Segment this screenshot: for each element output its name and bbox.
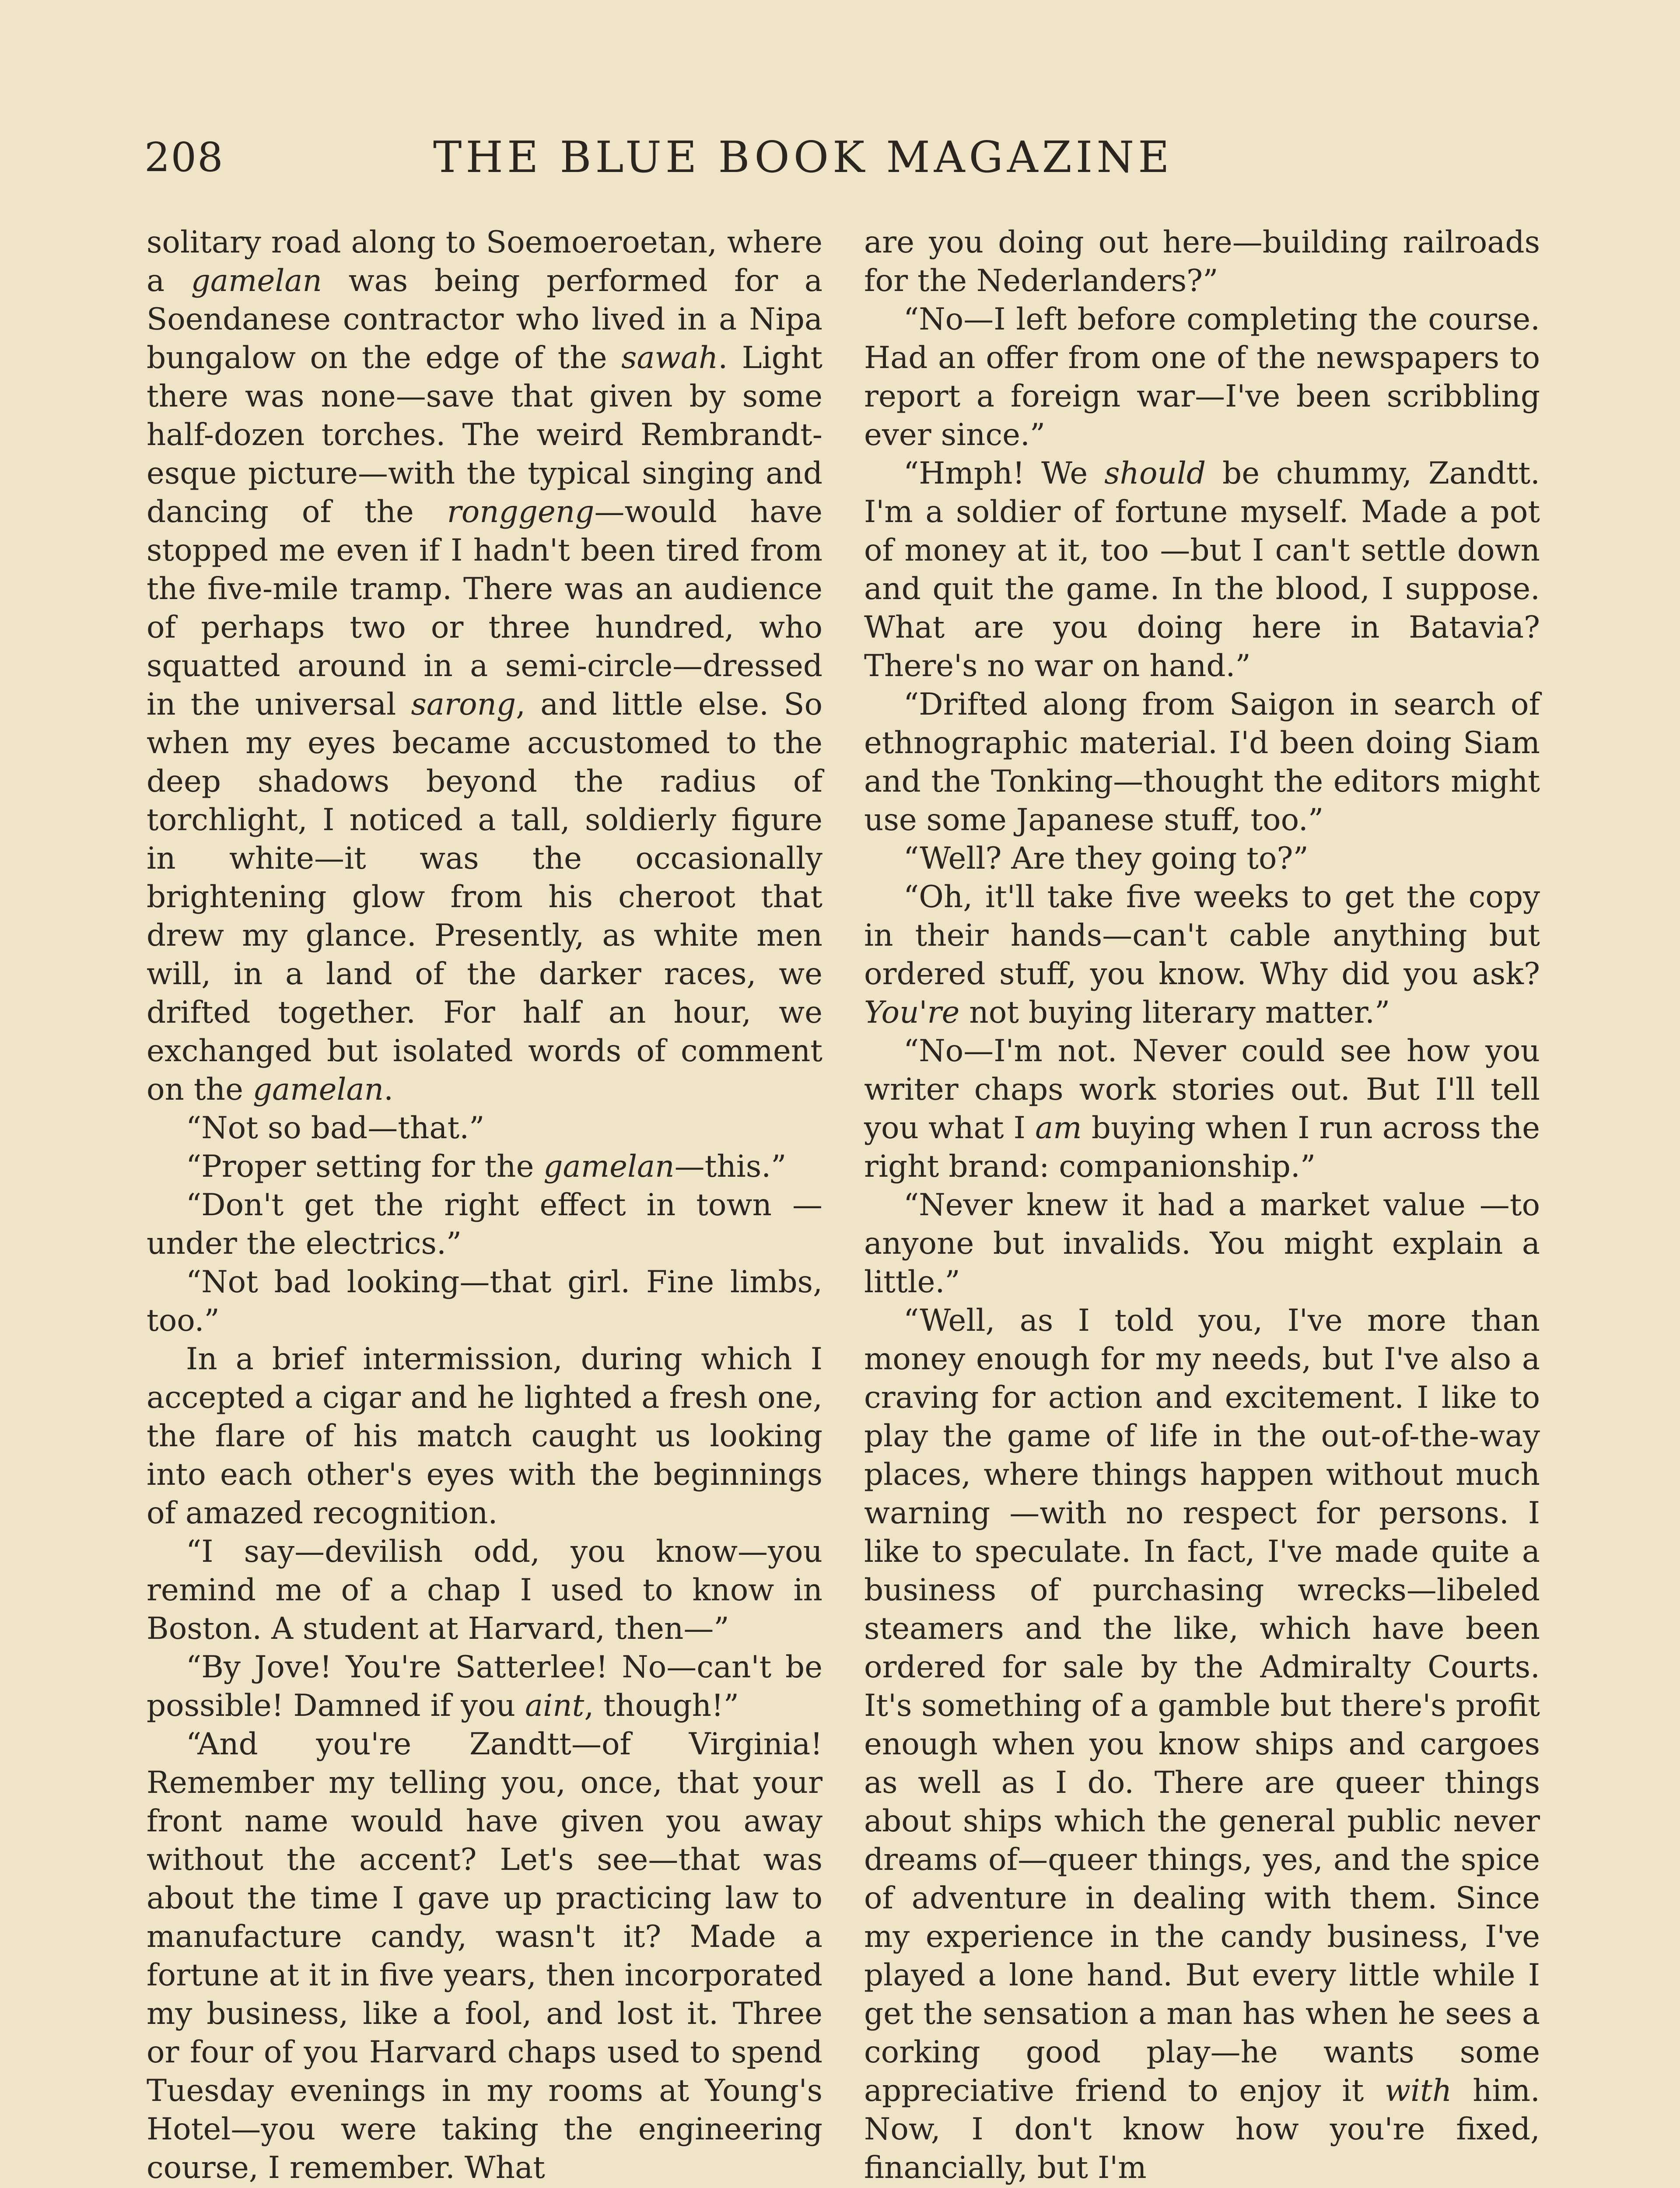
- italic-text: sawah: [621, 340, 718, 375]
- text-run: “Well, as I told you, I've more than money enough for my needs, but I've also a craving for action and excitement. I like to play the game of life in the out-of-the-way places, where things happen without much warning —with no respect for persons. I like to speculate. In fact, I've made quite a business of purchasing wrecks—libeled steamers and the like, which have been ordered for sale by the Admiralty Courts. It's something of a gamble but there's profit enough when you know ships and cargoes as well as I do. There are queer things about ships which the general public never dreams of—queer things, yes, and the spice of adventure in dealing with them. Since my experience in the candy business, I've played a lone hand. But every little while I get the sensation a man has when he sees a corking good play—he wants some appreciative friend to enjoy it: [864, 1303, 1540, 2108]
- text-run: “No—I'm not. Never could see how you writer chaps work stories out. But I'll tell you what I: [864, 1034, 1540, 1146]
- text-run: are you doing out here—building railroads for the Nederlanders?”: [864, 225, 1540, 298]
- text-run: , and little else. So when my eyes became accustomed to the deep shadows beyond the radius of torchlight, I noticed a tall, soldierly figure in white—it was the occasionally brightening glow from his cheroot that drew my glance. Presently, as white men will, in a land of the darker races, we drifted together. For half an hour, we exchanged but isolated words of comment on the: [147, 687, 823, 1107]
- paragraph: [864, 300, 1540, 454]
- page-header: [144, 131, 1247, 193]
- paragraph: [147, 1648, 822, 1725]
- text-run: , though!”: [584, 1688, 739, 1723]
- text-run: “Oh, it'll take five weeks to get the copy in their hands—can't cable anything but ordered stuff, you know. Why did you ask?: [864, 880, 1540, 992]
- paragraph: [864, 685, 1540, 839]
- text-run: not buying literary matter.”: [959, 995, 1390, 1030]
- italic-text: gamelan: [252, 1072, 384, 1107]
- right-text-column: [864, 223, 1540, 2187]
- text-run: —would have stopped me even if I hadn't been tired from the five-mile tramp. There was an audience of perhaps two or three hundred, who squatted around in a semi-circle—dressed in the universal: [147, 494, 822, 722]
- text-run: “Drifted along from Saigon in search of ethnographic material. I'd been doing Siam and the Tonking—thought the editors might use some Japanese stuff, too.”: [864, 687, 1540, 838]
- text-run: “By Jove! You're Satterlee! No—can't be possible! Damned if you: [147, 1650, 822, 1723]
- text-run: solitary road along to Soemoeroetan, where a: [147, 225, 822, 298]
- italic-text: with: [1385, 2073, 1452, 2108]
- paragraph: [864, 1301, 1540, 2187]
- magazine-title: THE BLUE BOOK MAGAZINE: [433, 133, 1173, 182]
- italic-text: am: [1035, 1111, 1082, 1146]
- paragraph: [147, 1340, 822, 1532]
- paragraph: [147, 223, 822, 1109]
- text-run: “Not so bad—that.”: [186, 1111, 485, 1146]
- italic-text: sarong: [411, 687, 516, 722]
- text-run: “Don't get the right effect in town —under the electrics.”: [147, 1188, 822, 1261]
- paragraph: [147, 1186, 822, 1263]
- paragraph: [864, 839, 1540, 878]
- text-run: “I say—devilish odd, you know—you remind me of a chap I used to know in Boston. A student at Harvard, then—”: [147, 1534, 822, 1646]
- italic-text: gamelan: [543, 1149, 675, 1184]
- text-run: “No—I left before completing the course. Had an offer from one of the newspapers to report a foreign war—I've been scribbling ever since.”: [864, 302, 1540, 452]
- text-run: “Hmph! We: [903, 456, 1105, 491]
- paragraph: [147, 1147, 822, 1186]
- paragraph: [864, 1186, 1540, 1301]
- text-run: buying when I run across the right brand: companionship.”: [864, 1111, 1540, 1184]
- text-run: .: [384, 1072, 394, 1107]
- text-run: —this.”: [674, 1149, 787, 1184]
- paragraph: [864, 223, 1540, 300]
- text-run: “Proper setting for the: [186, 1149, 544, 1184]
- text-run: be chummy, Zandtt. I'm a soldier of fortune myself. Made a pot of money at it, too —but I can't settle down and quit the game. In the blood, I suppose. What are you doing here in Batavia? There's no war on hand.”: [864, 456, 1540, 684]
- text-run: him. Now, I don't know how you're fixed, financially, but I'm: [864, 2073, 1540, 2185]
- italic-text: You're: [864, 995, 960, 1030]
- italic-text: gamelan: [191, 263, 322, 298]
- paragraph: [147, 1725, 822, 2187]
- paragraph: [864, 878, 1540, 1032]
- paragraph: [864, 1032, 1540, 1186]
- text-run: “Not bad looking—that girl. Fine limbs, too.”: [147, 1265, 822, 1338]
- text-run: “And you're Zandtt—of Virginia! Remember my telling you, once, that your front name would have given you away without the accent? Let's see—that was about the time I gave up practicing law to manufacture candy, wasn't it? Made a fortune at it in five years, then incorporated my business, like a fool, and lost it. Three or four of you Harvard chaps used to spend Tuesday evenings in my rooms at Young's Hotel—you were taking the engineering course, I remember. What: [147, 1727, 822, 2185]
- paragraph: [864, 454, 1540, 685]
- left-text-column: [147, 223, 822, 2187]
- text-run: “Well? Are they going to?”: [903, 841, 1309, 876]
- text-run: was being performed for a Soendanese contractor who lived in a Nipa bungalow on the edge of the: [147, 263, 822, 375]
- text-run: . Light there was none—save that given by some half-dozen torches. The weird Rembrandt-esque picture—with the typical singing and dancing of the: [147, 340, 822, 529]
- italic-text: aint: [525, 1688, 584, 1723]
- paragraph: [147, 1109, 822, 1147]
- page-number: 208: [144, 134, 224, 181]
- paragraph: [147, 1532, 822, 1648]
- paragraph: [147, 1263, 822, 1340]
- italic-text: ronggeng: [447, 494, 595, 529]
- italic-text: should: [1104, 456, 1206, 491]
- text-run: “Never knew it had a market value —to anyone but invalids. You might explain a little.”: [864, 1188, 1540, 1300]
- text-run: In a brief intermission, during which I accepted a cigar and he lighted a fresh one, the flare of his match caught us looking into each other's eyes with the beginnings of amazed recognition.: [147, 1342, 822, 1531]
